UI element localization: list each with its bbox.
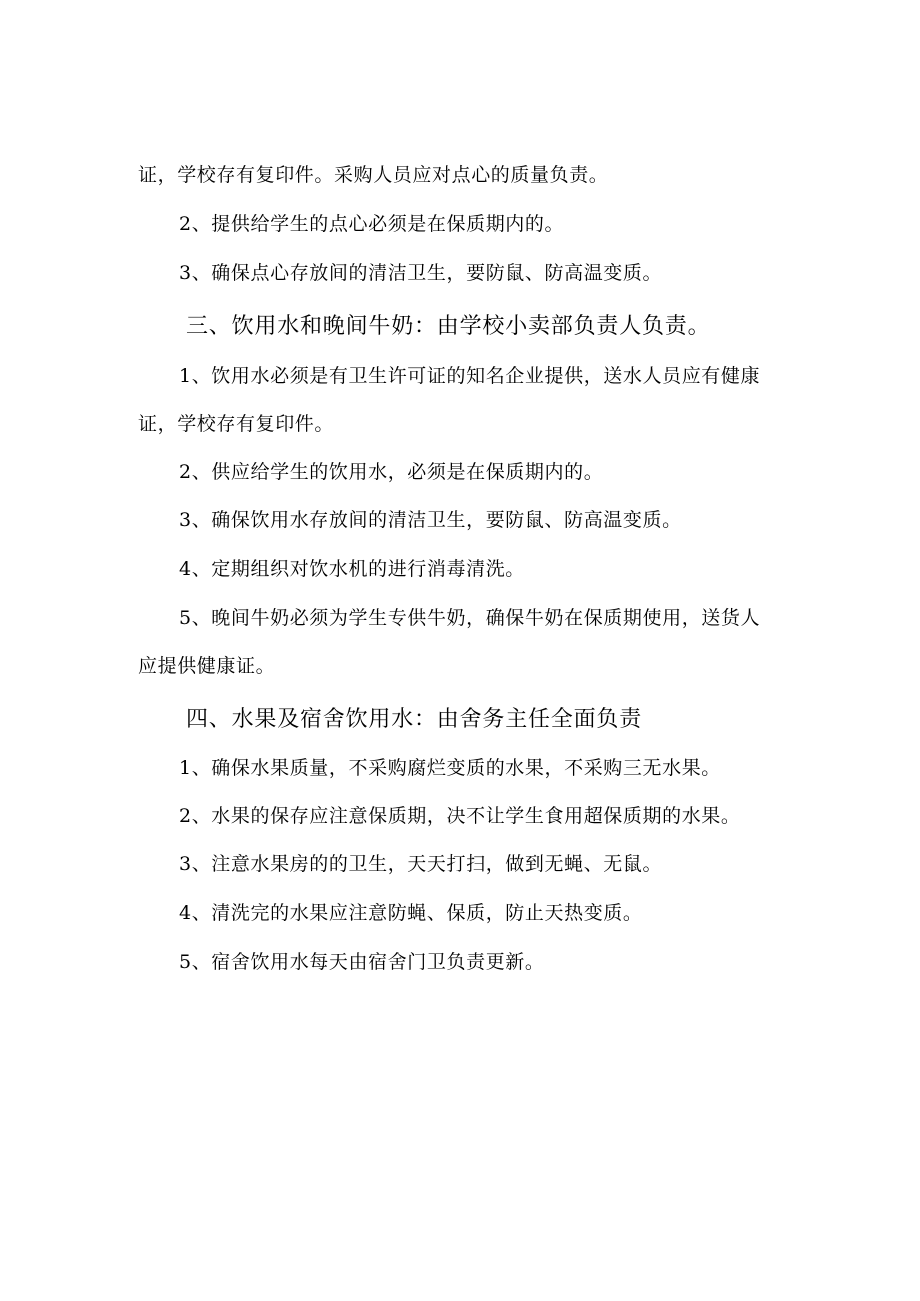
section3-item-1-line-1: 1、饮用水必须是有卫生许可证的知名企业提供，送水人员应有健康	[179, 365, 761, 387]
section-heading-4: 四、水果及宿舍饮用水：由舍务主任全面负责	[186, 707, 643, 732]
section4-item-2: 2、水果的保存应注意保质期，决不让学生食用超保质期的水果。	[179, 805, 741, 827]
section4-item-3: 3、注意水果房的的卫生，天天打扫，做到无蝇、无鼠。	[179, 853, 663, 875]
section-heading-3: 三、饮用水和晚间牛奶：由学校小卖部负责人负责。	[186, 314, 711, 339]
section3-item-2: 2、供应给学生的饮用水，必须是在保质期内的。	[179, 461, 604, 483]
section4-item-1: 1、确保水果质量，不采购腐烂变质的水果，不采购三无水果。	[179, 757, 721, 779]
section4-item-5: 5、宿舍饮用水每天由宿舍门卫负责更新。	[179, 951, 545, 973]
intro-item-3: 3、确保点心存放间的清洁卫生，要防鼠、防高温变质。	[179, 262, 663, 284]
intro-continuation-line: 证，学校存有复印件。采购人员应对点心的质量负责。	[138, 164, 609, 186]
section3-item-5-line-2: 应提供健康证。	[138, 655, 276, 677]
section3-item-4: 4、定期组织对饮水机的进行消毒清洗。	[179, 558, 525, 580]
section3-item-5-line-1: 5、晚间牛奶必须为学生专供牛奶，确保牛奶在保质期使用，送货人	[179, 607, 761, 629]
section3-item-1-line-2: 证，学校存有复印件。	[138, 413, 335, 435]
section4-item-4: 4、清洗完的水果应注意防蝇、保质，防止天热变质。	[179, 902, 643, 924]
section3-item-3: 3、确保饮用水存放间的清洁卫生，要防鼠、防高温变质。	[179, 509, 682, 531]
intro-item-2: 2、提供给学生的点心必须是在保质期内的。	[179, 213, 565, 235]
